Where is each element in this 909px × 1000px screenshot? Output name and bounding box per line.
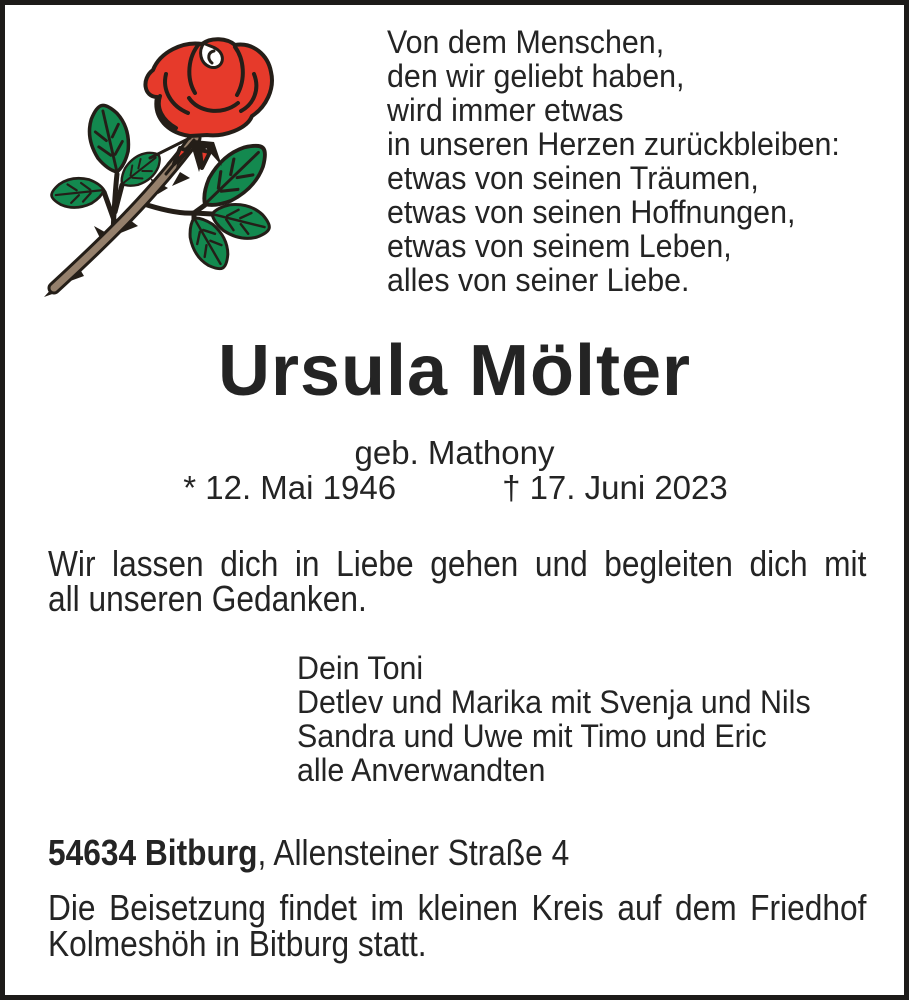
- rose-illustration: [44, 36, 282, 298]
- funeral-info: [48, 887, 867, 964]
- memorial-poem: [387, 25, 840, 297]
- farewell-message: [48, 543, 867, 619]
- rose-image: [44, 36, 282, 298]
- farewell-line: all unseren Gedanken.: [48, 578, 367, 619]
- mourner-line: Sandra und Uwe mit Timo und Eric: [297, 718, 767, 754]
- rose-stem: [44, 138, 212, 297]
- poem-line: wird immer etwas: [387, 92, 624, 128]
- poem-line: etwas von seinen Träumen,: [387, 160, 759, 196]
- address-street: , Allensteiner Straße 4: [257, 832, 570, 873]
- farewell-line: Wir lassen dich in Liebe gehen und begleiten dich mit: [48, 543, 867, 584]
- deceased-name: Ursula Mölter: [217, 331, 692, 411]
- death-date: † 17. Juni 2023: [502, 469, 728, 506]
- address-city: 54634 Bitburg: [48, 832, 258, 873]
- mourner-line: Dein Toni: [297, 650, 424, 686]
- poem-line: in unseren Herzen zurückbleiben:: [387, 126, 840, 162]
- funeral-line: Kolmeshöh in Bitburg statt.: [48, 923, 427, 964]
- maiden-name: geb. Mathony: [354, 434, 555, 471]
- funeral-line: Die Beisetzung findet im kleinen Kreis auf dem Friedhof: [48, 887, 867, 928]
- mourner-line: Detlev und Marika mit Svenja und Nils: [297, 684, 811, 720]
- life-dates: [48, 470, 863, 506]
- birth-date: * 12. Mai 1946: [183, 469, 397, 506]
- mourners-list: [297, 651, 811, 787]
- rose-bloom: [145, 39, 272, 136]
- poem-line: etwas von seinem Leben,: [387, 228, 732, 264]
- poem-line: den wir geliebt haben,: [387, 58, 685, 94]
- mourner-line: alle Anverwandten: [297, 752, 546, 788]
- address-line: [48, 833, 569, 873]
- poem-line: Von dem Menschen,: [387, 24, 665, 60]
- poem-line: alles von seiner Liebe.: [387, 262, 690, 298]
- poem-line: etwas von seinen Hoffnungen,: [387, 194, 796, 230]
